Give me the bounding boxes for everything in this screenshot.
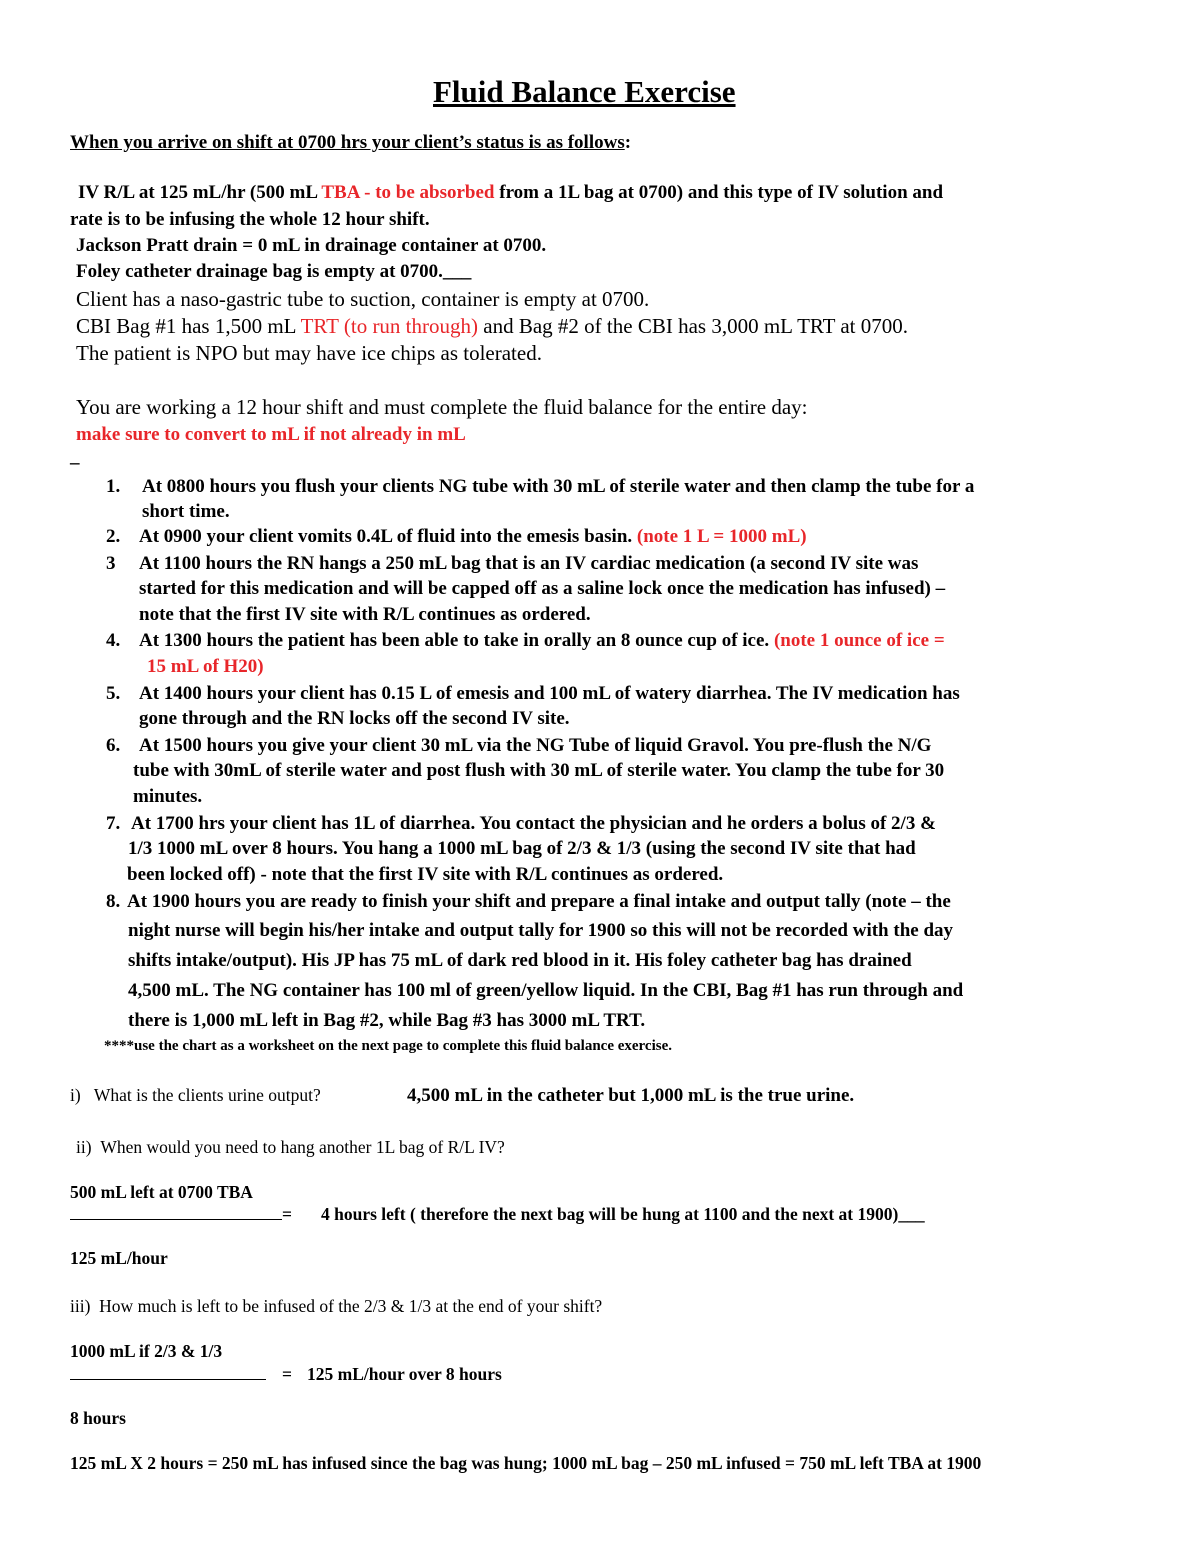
item-8-line-3: shifts intake/output). His JP has 75 mL of dark red blood in it. His foley catheter bag has drained — [128, 950, 912, 971]
convert-note: make sure to convert to mL if not already in mL — [76, 424, 466, 445]
q2-denominator: 125 mL/hour — [70, 1248, 168, 1268]
item-4-note: (note 1 ounce of ice = — [773, 630, 945, 651]
question-2 — [76, 1137, 505, 1158]
item-8-line-4: 4,500 mL. The NG container has 100 ml of green/yellow liquid. In the CBI, Bag #1 has run through and — [128, 980, 964, 1001]
question-2-text: When would you need to hang another 1L bag of R/L IV? — [100, 1137, 505, 1157]
item-4-text: At 1300 hours the patient has been able to take in orally an 8 ounce cup of ice. — [139, 630, 774, 651]
question-1-text: What is the clients urine output? — [93, 1085, 321, 1105]
item-1-number: 1. — [106, 476, 121, 497]
item-4-line-2: 15 mL of H20) — [147, 656, 264, 677]
question-1-label: i) — [70, 1085, 81, 1105]
q2-numerator: 500 mL left at 0700 TBA — [70, 1182, 253, 1202]
intro-line — [70, 132, 631, 154]
status-foley: Foley catheter drainage bag is empty at 0700.___ — [76, 261, 472, 282]
item-8-line-1: At 1900 hours you are ready to finish your shift and prepare a final intake and output tally (note – the — [127, 891, 951, 912]
item-6-line-3: minutes. — [133, 786, 203, 807]
q2-fraction-line — [70, 1204, 292, 1225]
intro-colon: : — [624, 132, 632, 153]
question-2-label: ii) — [76, 1137, 92, 1157]
item-6-line-1: At 1500 hours you give your client 30 mL via the NG Tube of liquid Gravol. You pre-flush the N/G — [139, 735, 932, 756]
status-cbi-text: CBI Bag #1 has 1,500 mL — [76, 314, 301, 338]
status-cbi — [76, 314, 908, 339]
item-1-line-2: short time. — [142, 501, 230, 522]
q3-result: 125 mL/hour over 8 hours — [307, 1364, 502, 1384]
question-3-text: How much is left to be infused of the 2/3 & 1/3 at the end of your shift? — [99, 1296, 603, 1316]
dash-marker: _ — [70, 446, 80, 467]
item-1-line-1: At 0800 hours you flush your clients NG tube with 30 mL of sterile water and then clamp the tube for a — [142, 476, 975, 497]
question-3-label: iii) — [70, 1296, 91, 1316]
item-8-line-5: there is 1,000 mL left in Bag #2, while Bag #3 has 3000 mL TRT. — [128, 1010, 646, 1031]
status-ng: Client has a naso-gastric tube to suction, container is empty at 0700. — [76, 287, 650, 311]
item-7-line-3: been locked off) - note that the first IV site with R/L continues as ordered. — [127, 864, 724, 885]
item-3-line-1: At 1100 hours the RN hangs a 250 mL bag that is an IV cardiac medication (a second IV site was — [139, 553, 919, 574]
q3-denominator: 8 hours — [70, 1408, 126, 1428]
q3-fraction-line — [70, 1364, 266, 1385]
item-8-line-2: night nurse will begin his/her intake and output tally for 1900 so this will not be recorded with the day — [128, 920, 954, 941]
item-7-number: 7. — [106, 813, 121, 834]
item-4-number: 4. — [106, 630, 121, 651]
intro-text: When you arrive on shift at 0700 hrs your client’s status is as follows — [70, 132, 625, 153]
status-cbi-trt: TRT (to run through) — [300, 314, 479, 338]
item-7-line-2: 1/3 1000 mL over 8 hours. You hang a 1000 mL bag of 2/3 & 1/3 (using the second IV site that had — [128, 838, 916, 859]
item-5-number: 5. — [106, 683, 121, 704]
q3-numerator: 1000 mL if 2/3 & 1/3 — [70, 1341, 223, 1361]
q3-fraction-bar — [70, 1365, 266, 1380]
q2-result: 4 hours left ( therefore the next bag will be hung at 1100 and the next at 1900)___ — [321, 1204, 925, 1224]
q3-calculation: 125 mL X 2 hours = 250 mL has infused since the bag was hung; 1000 mL bag – 250 mL infused = 750 mL left TBA at 1900 — [70, 1453, 982, 1473]
status-iv-text-2: from a 1L bag at 0700) and this type of IV solution and — [494, 182, 944, 203]
item-7-line-1: At 1700 hrs your client has 1L of diarrhea. You contact the physician and he orders a bolus of 2/3 & — [131, 813, 936, 834]
item-3-line-2: started for this medication and will be capped off as a saline lock once the medication has infused) – — [139, 578, 946, 599]
status-jp: Jackson Pratt drain = 0 mL in drainage container at 0700. — [76, 235, 547, 256]
item-2-number: 2. — [106, 526, 121, 547]
item-6-line-2: tube with 30mL of sterile water and post flush with 30 mL of sterile water. You clamp the tube for 30 — [133, 760, 945, 781]
status-npo: The patient is NPO but may have ice chips as tolerated. — [76, 341, 542, 365]
item-6-number: 6. — [106, 735, 121, 756]
status-iv-tba: TBA - to be absorbed — [321, 182, 495, 203]
status-iv-text: IV R/L at 125 mL/hr (500 mL — [78, 182, 322, 203]
item-2-text: At 0900 your client vomits 0.4L of fluid into the emesis basin. — [139, 526, 637, 547]
item-8-number: 8. — [106, 891, 121, 912]
item-4-line-1 — [139, 630, 945, 652]
working-line: You are working a 12 hour shift and must complete the fluid balance for the entire day: — [76, 395, 808, 419]
q2-equals: = — [282, 1204, 292, 1224]
status-cbi-text-2: and Bag #2 of the CBI has 3,000 mL TRT at 0700. — [478, 314, 908, 338]
question-1 — [70, 1085, 321, 1106]
status-iv-cont: rate is to be infusing the whole 12 hour shift. — [70, 209, 430, 230]
q3-equals: = — [282, 1364, 292, 1384]
answer-1: 4,500 mL in the catheter but 1,000 mL is the true urine. — [407, 1085, 855, 1106]
item-3-number: 3 — [106, 553, 116, 574]
item-2-note: (note 1 L = 1000 mL) — [636, 526, 807, 547]
q2-fraction-bar — [70, 1205, 282, 1220]
status-iv — [78, 182, 943, 204]
item-5-line-2: gone through and the RN locks off the second IV site. — [139, 708, 570, 729]
item-2-line-1 — [139, 526, 807, 548]
question-3 — [70, 1296, 602, 1317]
item-5-line-1: At 1400 hours your client has 0.15 L of emesis and 100 mL of watery diarrhea. The IV medication has — [139, 683, 960, 704]
item-3-line-3: note that the first IV site with R/L continues as ordered. — [139, 604, 591, 625]
page-title: Fluid Balance Exercise — [433, 74, 736, 109]
worksheet-note: ****use the chart as a worksheet on the next page to complete this fluid balance exercise. — [104, 1038, 672, 1054]
